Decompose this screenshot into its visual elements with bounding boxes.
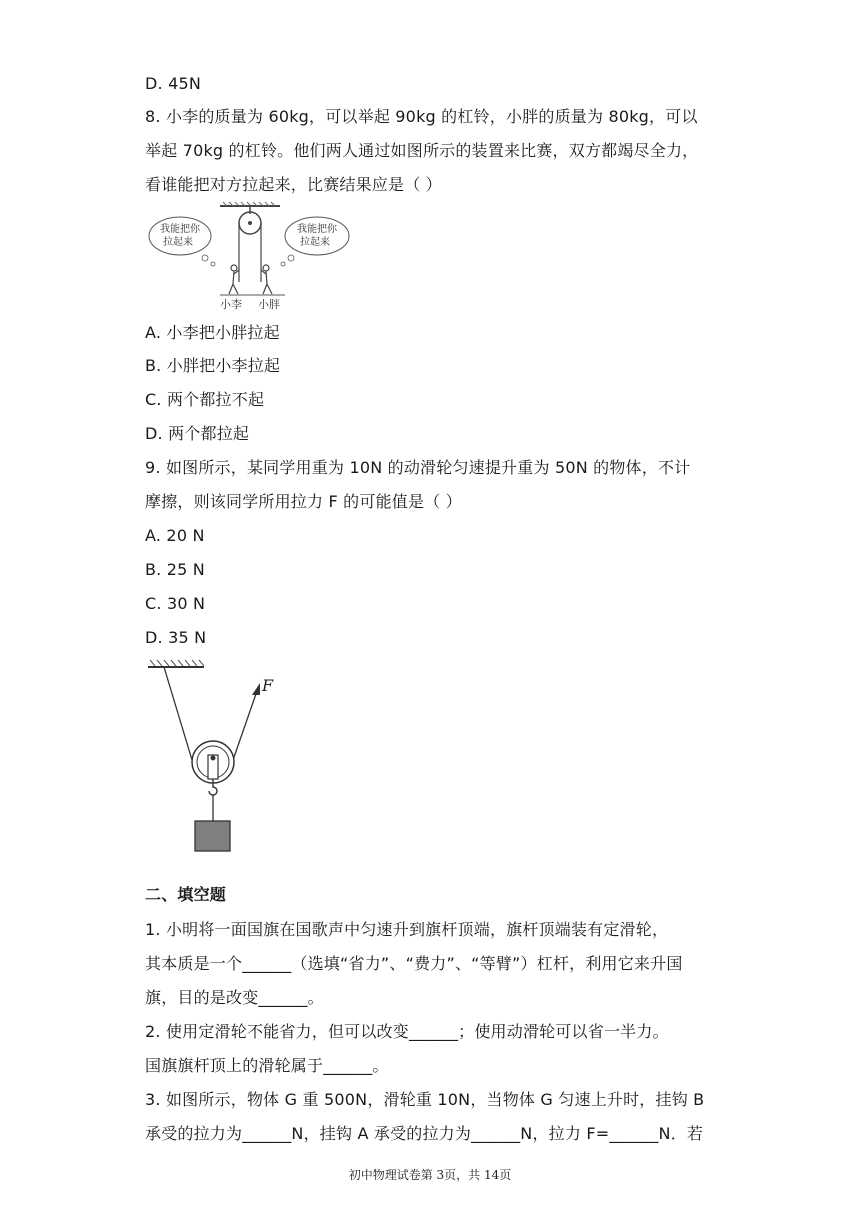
option-line: A. 小李把小胖拉起 [145, 323, 280, 342]
label-xiaoli: 小李 [220, 298, 242, 311]
bubble-left-line2: 拉起来 [163, 237, 193, 248]
text-line: 举起 70kg 的杠铃。他们两人通过如图所示的装置来比赛，双方都竭尽全力， [145, 141, 699, 160]
bubble-left-line1: 我能把你 [160, 224, 200, 235]
text-line: 9. 如图所示，某同学用重为 10N 的动滑轮匀速提升重为 50N 的物体，不计 [145, 458, 691, 477]
text-line: 3. 如图所示，物体 G 重 500N，滑轮重 10N，当物体 G 匀速上升时，挂钩 B [145, 1090, 705, 1109]
text-line: 承受的拉力为______N，挂钩 A 承受的拉力为______N，拉力 F=______N．若 [145, 1124, 704, 1143]
text-line: 8. 小李的质量为 60kg，可以举起 90kg 的杠铃，小胖的质量为 80kg，可以 [145, 107, 698, 126]
text-line: 看谁能把对方拉起来，比赛结果应是（ ） [145, 175, 442, 194]
text-line: 国旗旗杆顶上的滑轮属于______。 [145, 1056, 389, 1075]
option-line: C. 两个都拉不起 [145, 390, 265, 409]
text-line: 1. 小明将一面国旗在国歌声中匀速升到旗杆顶端，旗杆顶端装有定滑轮， [145, 920, 669, 939]
option-line: C. 30 N [145, 594, 206, 613]
figure-tug-pulley [145, 200, 365, 312]
text-line: 其本质是一个______（选填“省力”、“费力”、“等臂”）杠杆，利用它来升国 [145, 954, 683, 973]
figure-movable-pulley [140, 655, 290, 860]
option-line: D. 35 N [145, 628, 207, 647]
bubble-right-line1: 我能把你 [297, 224, 337, 235]
page-footer: 初中物理试卷第 3页，共 14页 [348, 1168, 512, 1182]
label-xiaopang: 小胖 [258, 298, 280, 311]
option-line: A. 20 N [145, 526, 205, 545]
text-line: D. 45N [145, 74, 202, 93]
section-title: 二、填空题 [145, 885, 227, 904]
bubble-right-line2: 拉起来 [300, 237, 330, 248]
option-line: B. 小胖把小李拉起 [145, 356, 281, 375]
force-label: F [262, 676, 274, 695]
option-line: B. 25 N [145, 560, 205, 579]
option-line: D. 两个都拉起 [145, 424, 250, 443]
text-line: 摩擦，则该同学所用拉力 F 的可能值是（ ） [145, 492, 462, 511]
text-line: 旗，目的是改变______。 [145, 988, 324, 1007]
text-line: 2. 使用定滑轮不能省力，但可以改变______；使用动滑轮可以省一半力。 [145, 1022, 669, 1041]
